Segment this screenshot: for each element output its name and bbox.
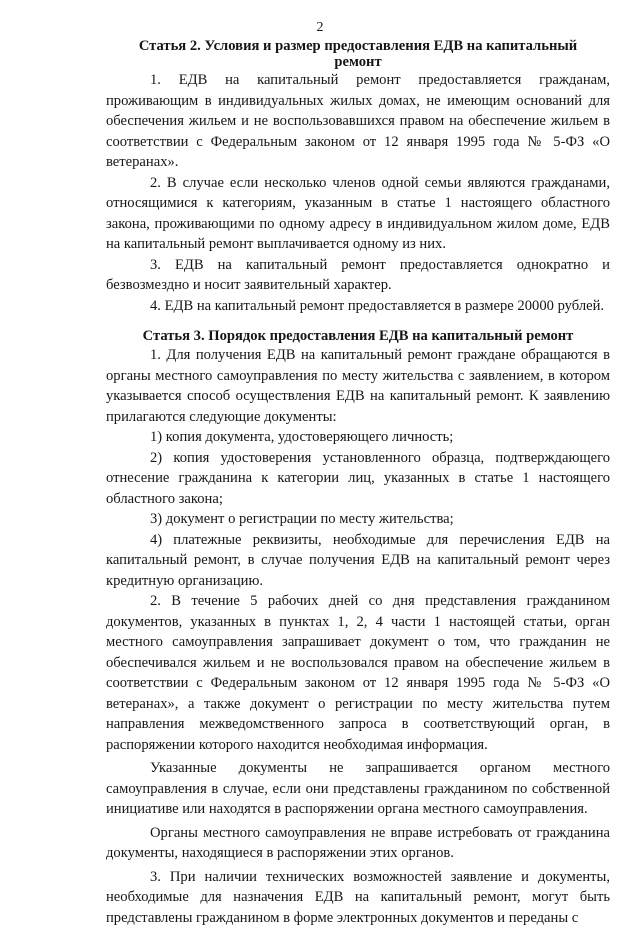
document-list-item-1: 1) копия документа, удостоверяющего личность; (106, 427, 610, 448)
article-2-paragraph-4: 4. ЕДВ на капитальный ремонт предоставляется в размере 20000 рублей. (106, 296, 610, 317)
article-3-paragraph-1: 1. Для получения ЕДВ на капитальный ремонт граждане обращаются в органы местного самоуправления по месту жительства с заявлением, в котором указывается способ осуществления ЕДВ на капитальный ремонт. К заявлению прилагаются следующие документы: (106, 345, 610, 427)
document-body (106, 36, 610, 928)
article-3-heading: Статья 3. Порядок предоставления ЕДВ на капитальный ремонт (106, 328, 610, 344)
article-3-paragraph-2-note-1: Указанные документы не запрашивается органом местного самоуправления в случае, если они представлены гражданином по собственной инициативе или находятся в распоряжении органа местного самоуправления. (106, 758, 610, 820)
article-2-paragraph-2: 2. В случае если несколько членов одной семьи являются гражданами, относящимися к категориям, указанным в статье 1 настоящего областного закона, проживающими по одному адресу в индивидуальном жилом доме, ЕДВ на капитальный ремонт выплачивается одному из них. (106, 173, 610, 255)
document-list-item-2: 2) копия удостоверения установленного образца, подтверждающего отнесение гражданина к категории лиц, указанных в статье 1 настоящего областного закона; (106, 448, 610, 510)
article-2-paragraph-1: 1. ЕДВ на капитальный ремонт предоставляется гражданам, проживающим в индивидуальных жилых домах, не имеющим оснований для обеспечения жильем и не воспользовавшихся правом на обеспечение жильем в соответствии с Федеральным законом от 12 января 1995 года № 5-ФЗ «О ветеранах». (106, 70, 610, 173)
article-2-heading: Статья 2. Условия и размер предоставления ЕДВ на капитальный ремонт (106, 38, 610, 70)
document-list-item-4: 4) платежные реквизиты, необходимые для перечисления ЕДВ на капитальный ремонт, в случае получения ЕДВ на капитальный ремонт через кредитную организацию. (106, 530, 610, 592)
document-list-item-3: 3) документ о регистрации по месту жительства; (106, 509, 610, 530)
article-3-paragraph-3: 3. При наличии технических возможностей заявление и документы, необходимые для назначения ЕДВ на капитальный ремонт, могут быть представлены гражданином в форме электронных документов и переданы с (106, 867, 610, 928)
article-2-paragraph-3: 3. ЕДВ на капитальный ремонт предоставляется однократно и безвозмездно и носит заявительный характер. (106, 255, 610, 296)
article-3-paragraph-2: 2. В течение 5 рабочих дней со дня представления гражданином документов, указанных в пунктах 1, 2, 4 части 1 настоящей статьи, орган местного самоуправления запрашивает документ о том, что гражданин не обеспечивался жильем и не воспользовался правом на обеспечение жильем в соответствии с Федеральным законом от 12 января 1995 года № 5-ФЗ «О ветеранах», а также документ о регистрации по месту жительства путем направления межведомственного запроса в соответствующий орган, в распоряжении которого находится необходимая информация. (106, 591, 610, 755)
article-3-paragraph-2-note-2: Органы местного самоуправления не вправе истребовать от гражданина документы, находящиеся в распоряжении этих органов. (106, 823, 610, 864)
page-number: 2 (0, 20, 640, 36)
